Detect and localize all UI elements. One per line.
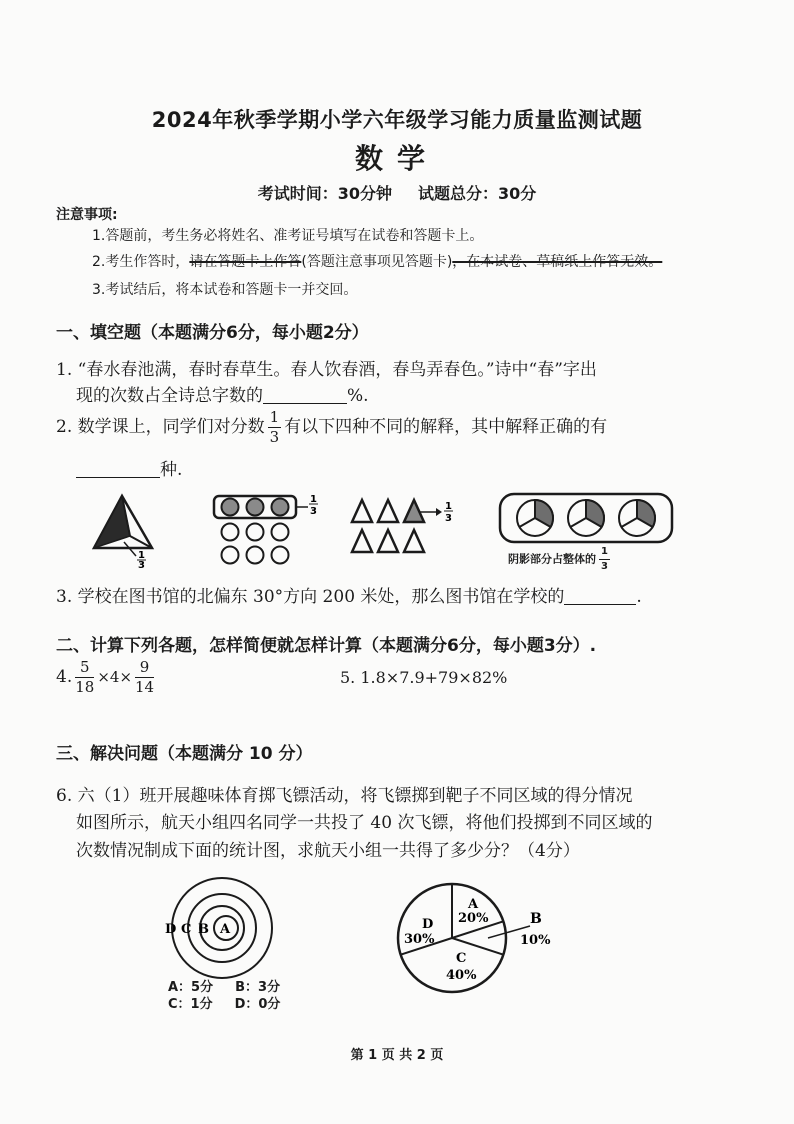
q3-answer-blank[interactable] <box>564 586 636 605</box>
ring-label-d: D <box>165 922 177 937</box>
q2-line2: 种. <box>76 455 182 480</box>
three-pies-figure <box>498 492 678 544</box>
q1-answer-blank[interactable] <box>263 385 347 404</box>
svg-text:20%: 20% <box>458 911 489 926</box>
section1-heading: 一、填空题（本题满分6分，每小题2分） <box>56 323 369 343</box>
ring-label-b: B <box>198 922 209 937</box>
section3-heading: 三、解决问题（本题满分 10 分） <box>56 744 313 764</box>
q2-fraction: $\frac{1}{3}$ <box>269 408 280 446</box>
svg-text:D: D <box>422 917 434 932</box>
q3: 3. 学校在图书馆的北偏东 30°方向 200 米处，那么图书馆在学校的 . <box>56 587 642 607</box>
ring-label-a: A <box>220 922 231 937</box>
notice-item-2: 2.考生作答时，请在答题卡上作答(答题注意事项见答题卡)，在本试卷、草稿纸上作答无效。 <box>92 254 663 270</box>
svg-text:B: B <box>530 911 542 927</box>
q1-line2: 现的次数占全诗总字数的 %. <box>76 386 369 406</box>
triangles-figure <box>350 496 460 558</box>
fig4-caption: 阴影部分占整体的 $\frac{1}{3}$ <box>508 546 608 572</box>
svg-text:3: 3 <box>445 513 452 524</box>
target-figure <box>160 876 280 980</box>
notice-heading: 注意事项: <box>56 207 118 223</box>
q2-line1: 2. 数学课上，同学们对分数 $\frac{1}{3}$ 有以下四种不同的解释，其中解释正确的有 <box>56 408 608 446</box>
score-legend-row1: A：5分 B：3分 <box>168 980 281 995</box>
svg-text:C: C <box>456 951 467 966</box>
q6-line1: 6. 六（1）班开展趣味体育掷飞镖活动，将飞镖掷到靶子不同区域的得分情况 <box>56 786 633 806</box>
strike-invalid: ，在本试卷、草稿纸上作答无效。 <box>452 254 663 270</box>
q6-line3: 次数情况制成下面的统计图，求航天小组一共得了多少分？（4分） <box>76 841 580 861</box>
ring-label-c: C <box>181 922 192 937</box>
section2-heading: 二、计算下列各题，怎样简便就怎样计算（本题满分6分，每小题3分）. <box>56 636 597 656</box>
circles-figure <box>212 492 324 570</box>
svg-text:10%: 10% <box>520 933 551 948</box>
page-footer: 第 1 页 共 2 页 <box>350 1048 444 1063</box>
exam-time: 考试时间：30分钟 <box>257 184 392 203</box>
notice-item-3: 3.考试结后，将本试卷和答题卡一并交回。 <box>92 282 358 298</box>
svg-text:1: 1 <box>310 494 317 505</box>
q1-line1: 1. “春水春池满，春时春草生。春人饮春酒，春鸟弄春色。”诗中“春”字出 <box>56 360 597 380</box>
q5: 5. 1.8×7.9+79×82% <box>340 668 508 687</box>
svg-text:40%: 40% <box>446 968 477 983</box>
svg-text:1: 1 <box>445 501 452 512</box>
svg-text:30%: 30% <box>404 932 435 947</box>
pyramid-figure <box>90 492 160 568</box>
svg-text:A: A <box>468 897 479 912</box>
pie-chart <box>392 880 572 996</box>
svg-text:3: 3 <box>310 506 317 517</box>
total-score: 试题总分：30分 <box>418 184 537 203</box>
q4: 4. $\frac{5}{18}$ ×4× $\frac{9}{14}$ <box>56 658 155 696</box>
exam-meta <box>0 181 794 204</box>
exam-title: 2024年秋季学期小学六年级学习能力质量监测试题 <box>151 108 643 132</box>
strike-answer-card: 请在答题卡上作答 <box>189 254 302 270</box>
q2-answer-blank[interactable] <box>76 459 160 478</box>
notice-item-1: 1.答题前，考生务必将姓名、准考证号填写在试卷和答题卡上。 <box>92 228 484 244</box>
subject-title: 数学 <box>354 142 439 175</box>
q6-line2: 如图所示，航天小组四名同学一共投了 40 次飞镖，将他们投掷到不同区域的 <box>76 813 653 833</box>
svg-text:3: 3 <box>138 560 145 568</box>
svg-text:1: 1 <box>138 550 145 561</box>
score-legend-row2: C：1分 D：0分 <box>168 997 281 1012</box>
